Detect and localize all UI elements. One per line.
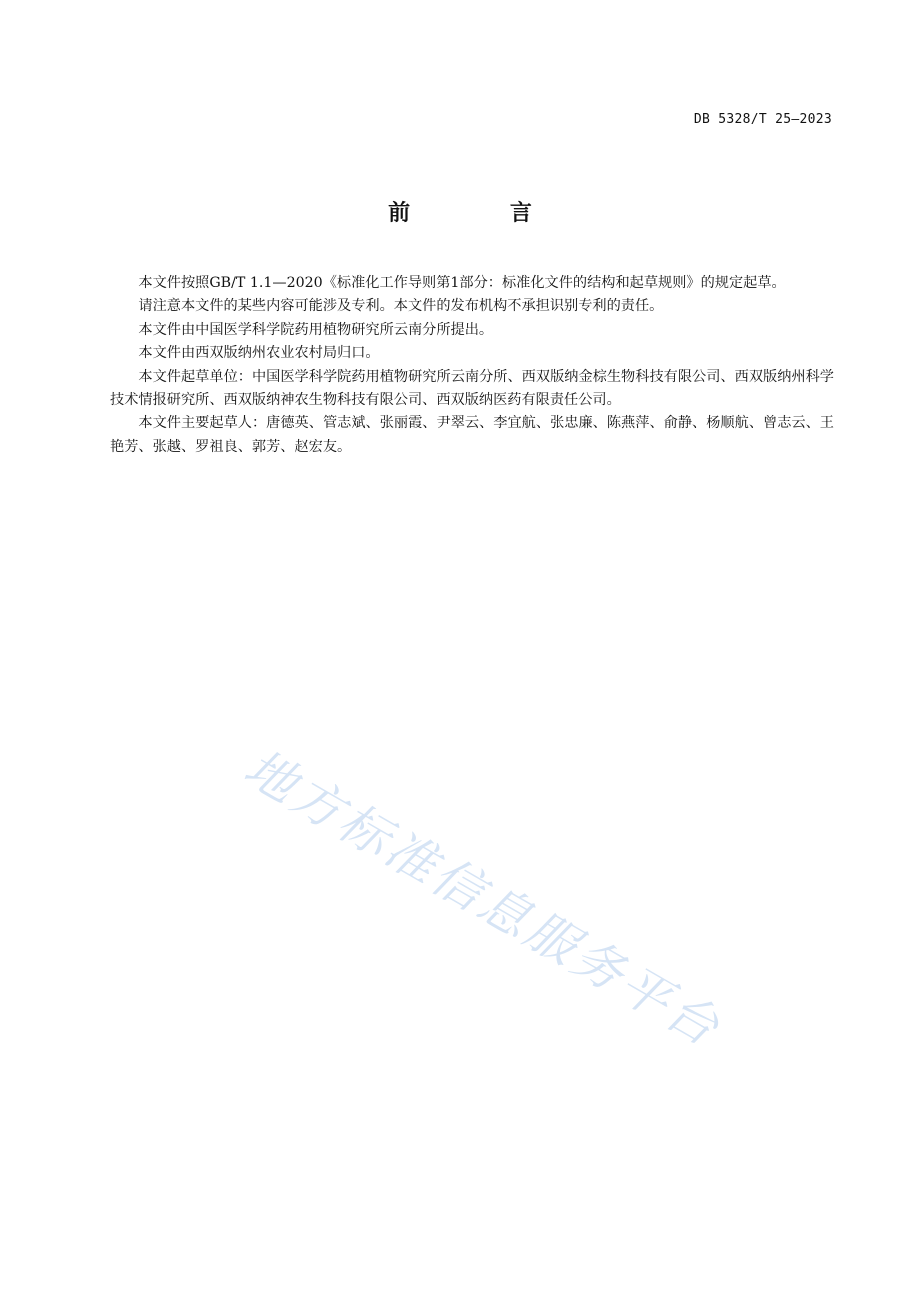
paragraph-drafting-units: 本文件起草单位：中国医学科学院药用植物研究所云南分所、西双版纳金棕生物科技有限公司、西双版纳州科学技术情报研究所、西双版纳神农生物科技有限公司、西双版纳医药有限责任公司。 (110, 368, 834, 409)
document-code: DB 5328/T 25—2023 (693, 112, 832, 127)
paragraph-patent-notice: 请注意本文件的某些内容可能涉及专利。本文件的发布机构不承担识别专利的责任。 (138, 298, 664, 315)
watermark-text: 地方标准信息服务平台 (234, 738, 732, 1059)
page-title: 前 言 (388, 201, 578, 226)
paragraph-standard-basis: 本文件按照GB/T 1.1—2020《标准化工作导则第1部分：标准化文件的结构和起草规则》的规定起草。 (138, 275, 786, 291)
paragraph-centralized-unit: 本文件由西双版纳州农业农村局归口。 (138, 345, 380, 362)
paragraph-proposer: 本文件由中国医学科学院药用植物研究所云南分所提出。 (138, 321, 494, 338)
foreword-body (110, 272, 834, 459)
paragraph-drafters: 本文件主要起草人：唐德英、管志斌、张丽霞、尹翠云、李宜航、张忠廉、陈燕萍、俞静、杨顺航、曾志云、王艳芳、张越、罗祖良、郭芳、赵宏友。 (110, 415, 834, 455)
